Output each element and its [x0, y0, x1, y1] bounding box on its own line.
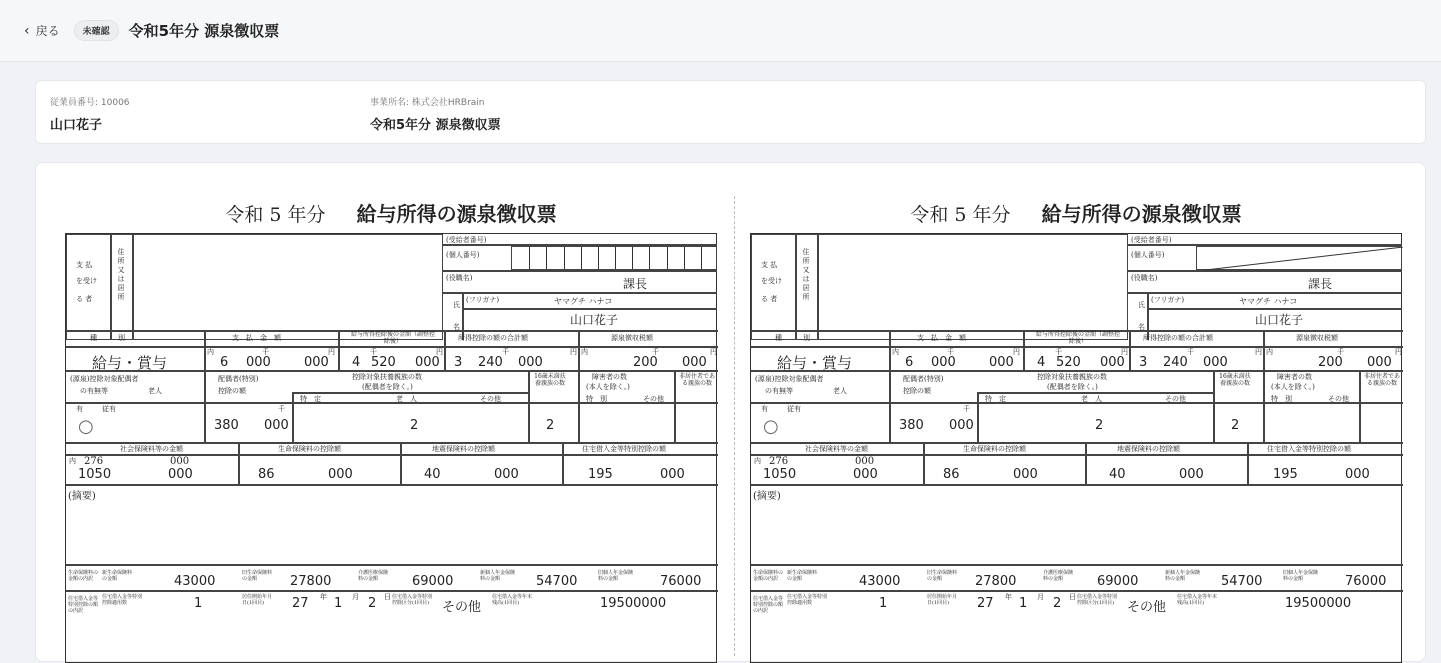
unit-yen: 円	[1121, 348, 1128, 356]
divider-line	[110, 234, 112, 340]
slip-header	[750, 198, 1402, 234]
divider-line	[1247, 442, 1249, 484]
number-box-divider	[632, 247, 633, 269]
quake-ins-label: 地震保険料の控除額	[1117, 445, 1180, 453]
unit-sen: 千	[1337, 348, 1344, 356]
after-en: 000	[1100, 355, 1125, 370]
housing-type: その他	[1127, 600, 1167, 615]
employee-name: 山口花子	[50, 118, 103, 133]
divider-line	[751, 402, 1403, 404]
dependents-label-1: 控除対象扶養親族の数	[1037, 373, 1107, 381]
slip-header	[65, 198, 717, 234]
pay-sen: 000	[931, 355, 956, 370]
exists-label: 従有	[787, 405, 801, 413]
life-breakdown-label: 生命保険料の金額の内訳	[753, 570, 784, 582]
elderly2-label: 老 人	[1081, 395, 1102, 403]
divider-line	[66, 484, 718, 486]
divider-line	[528, 370, 530, 442]
position: 課長	[1308, 277, 1333, 291]
move-day: 2	[368, 596, 377, 611]
divider-line	[562, 442, 564, 484]
divider-line	[923, 442, 925, 484]
number-box-divider	[598, 247, 599, 269]
number-box-divider	[701, 247, 702, 269]
pay-en: 000	[989, 355, 1014, 370]
position: 課長	[623, 277, 648, 291]
other-label-2: その他	[643, 395, 664, 403]
divider-line	[1263, 370, 1265, 442]
number-box-divider	[564, 247, 565, 269]
number-box-divider	[529, 247, 530, 269]
total-en: 000	[1203, 355, 1228, 370]
divider-line	[1085, 442, 1087, 484]
under16-label: 16歳未満扶養親族の数	[1219, 373, 1251, 387]
new-pension-label: 新個人年金保険料の金額	[480, 570, 516, 582]
total-en: 000	[518, 355, 543, 370]
slip-form	[750, 233, 1402, 663]
office-info	[370, 95, 501, 133]
unit-yen: 円	[1255, 348, 1262, 356]
unit-yen: 円	[570, 348, 577, 356]
unit-sen: 千	[1055, 348, 1062, 356]
divider-line	[443, 292, 717, 294]
type-value: 給与・賞与	[777, 354, 853, 372]
disabled-label-1: 障害者の数	[1277, 373, 1312, 381]
divider-line	[443, 270, 717, 272]
position-label: (役職名)	[1131, 274, 1158, 282]
col-tax: 源泉徴収税額	[611, 334, 653, 342]
nonresident-label: 非居住者である親族の数	[678, 373, 715, 387]
yes-label: 有	[761, 405, 768, 413]
housing-count-label: 住宅借入金等特別控除適用数	[102, 594, 143, 606]
personal-no-label: (個人番号)	[1131, 251, 1165, 259]
unit-year: 年	[1005, 593, 1012, 601]
divider-line	[674, 370, 676, 442]
recipient-no-label: (受給者番号)	[1131, 236, 1172, 244]
life-sen: 86	[943, 467, 960, 482]
new-life-label: 新生命保険料の金額	[787, 570, 818, 582]
col-tax: 源泉徴収税額	[1296, 334, 1338, 342]
divider-line	[751, 590, 1403, 592]
divider-line	[66, 346, 718, 348]
divider-line	[1023, 330, 1025, 370]
divider-line	[1128, 292, 1402, 294]
name-label-1: 氏	[453, 301, 460, 309]
old-pension: 76000	[660, 574, 702, 589]
spouse-ded-label-2: 控除の額	[218, 387, 246, 395]
old-pension-label: 旧個人年金保険料の金額	[1283, 570, 1319, 582]
divider-line	[751, 346, 1403, 348]
divider-line	[751, 564, 1403, 566]
copy-divider	[734, 196, 735, 656]
number-box-divider	[581, 247, 582, 269]
divider-line	[400, 442, 402, 484]
payee-label-3: る 者	[761, 295, 778, 303]
unit-yen: 円	[1013, 348, 1020, 356]
divider-line	[889, 330, 891, 370]
divider-line	[977, 392, 979, 442]
move-day: 2	[1053, 596, 1062, 611]
unit-uchi: 内	[207, 348, 214, 356]
unit-yen: 円	[436, 348, 443, 356]
spacer	[66, 327, 443, 328]
elderly-dependents: 2	[410, 418, 419, 433]
old-life: 27800	[975, 574, 1017, 589]
housing-count-label: 住宅借入金等特別控除適用数	[787, 594, 828, 606]
housing-en: 000	[1345, 467, 1370, 482]
move-month: 1	[334, 596, 343, 611]
col-pay: 支 払 金 額	[232, 334, 281, 342]
chevron-left-icon: ‹	[24, 22, 30, 39]
disabled-label-1: 障害者の数	[592, 373, 627, 381]
elderly-label: 老人	[833, 387, 847, 395]
unit-uchi: 内	[892, 348, 899, 356]
personal-number-boxes	[1196, 246, 1402, 270]
divider-line	[292, 392, 528, 394]
remarks-label: (摘要)	[753, 491, 781, 502]
divider-line	[1263, 330, 1265, 370]
unit-yen: 円	[710, 348, 717, 356]
remarks-label: (摘要)	[68, 491, 96, 502]
col-after-deduction: 給与所得控除後の金額（調整控除後）	[350, 331, 435, 345]
life-en: 000	[328, 467, 353, 482]
dependents-label-2: (配偶者を除く。)	[362, 383, 413, 391]
divider-line	[889, 370, 891, 442]
spouse-ded-en: 000	[264, 418, 289, 433]
divider-line	[292, 392, 294, 442]
unit-yen: 円	[328, 348, 335, 356]
after-en: 000	[415, 355, 440, 370]
spouse-ded-en: 000	[949, 418, 974, 433]
care-label: 介護医療保険料の金額	[1043, 570, 1074, 582]
housing-type-label: 住宅借入金等特別控除区分(1回目)	[392, 594, 433, 606]
total-man: 3	[454, 355, 463, 370]
number-box-divider	[684, 247, 685, 269]
number-box-divider	[649, 247, 650, 269]
divider-line	[977, 392, 1213, 394]
divider-line	[204, 330, 206, 370]
new-life: 43000	[174, 574, 216, 589]
furigana-label: (フリガナ)	[1151, 296, 1185, 304]
divider-line	[132, 234, 134, 340]
social-man: 1050	[78, 467, 112, 482]
slip-era: 令和 5 年分	[910, 204, 1011, 226]
tax-sen: 200	[633, 355, 658, 370]
life-ins-label: 生命保険料の控除額	[278, 445, 341, 453]
move-in-label: 居住開始年月日(1回目)	[927, 594, 958, 606]
housing-count: 1	[194, 596, 203, 611]
back-link[interactable]	[24, 22, 60, 39]
divider-line	[578, 330, 580, 370]
social-inner: 276	[769, 456, 789, 467]
recipient-name: 山口花子	[1255, 313, 1304, 327]
tax-en: 000	[1367, 355, 1392, 370]
old-life: 27800	[290, 574, 332, 589]
elderly-dependents: 2	[1095, 418, 1104, 433]
quake-ins-label: 地震保険料の控除額	[432, 445, 495, 453]
divider-line	[238, 442, 240, 484]
quake-en: 000	[494, 467, 519, 482]
new-pension-label: 新個人年金保険料の金額	[1165, 570, 1201, 582]
care: 69000	[412, 574, 454, 589]
divider-line	[204, 370, 206, 442]
housing-sen: 195	[588, 467, 613, 482]
life-sen: 86	[258, 467, 275, 482]
col-total-deduction: 所得控除の額の合計額	[458, 334, 528, 342]
furigana: ヤマグチ ハナコ	[554, 297, 613, 306]
housing-detail-label: 住宅借入金等特別控除の額の内訳	[753, 596, 784, 614]
spouse-circle: ○	[78, 416, 94, 437]
specific-label: 特 定	[985, 395, 1006, 403]
elderly2-label: 老 人	[396, 395, 417, 403]
recipient-no-label: (受給者番号)	[446, 236, 487, 244]
life-en: 000	[1013, 467, 1038, 482]
withholding-slip-right	[750, 198, 1402, 615]
spouse-ded-sen: 380	[899, 418, 924, 433]
care: 69000	[1097, 574, 1139, 589]
address-label: 住所又は居所	[802, 248, 810, 302]
col-type: 種 別	[775, 334, 810, 342]
spouse-ded-label-2: 控除の額	[903, 387, 931, 395]
divider-line	[751, 484, 1403, 486]
unit-uchi: 内	[754, 457, 761, 465]
life-breakdown-label: 生命保険料の金額の内訳	[68, 570, 99, 582]
office-label: 事業所名: 株式会社HRBrain	[370, 98, 485, 108]
unit-yen: 円	[1395, 348, 1402, 356]
divider-line	[817, 234, 819, 340]
after-man: 4	[1037, 355, 1046, 370]
under16: 2	[1231, 418, 1240, 433]
year-end: 19500000	[1285, 596, 1352, 611]
elderly-label: 老人	[148, 387, 162, 395]
divider-line	[1128, 270, 1402, 272]
move-year: 27	[292, 596, 309, 611]
quake-sen: 40	[1109, 467, 1126, 482]
move-month: 1	[1019, 596, 1028, 611]
social-en: 000	[168, 467, 193, 482]
unit-year: 年	[320, 593, 327, 601]
unit-day: 日	[384, 593, 391, 601]
payee-label-1: 支 払	[761, 261, 778, 269]
employee-info	[50, 95, 130, 133]
old-pension: 76000	[1345, 574, 1387, 589]
type-value: 給与・賞与	[92, 354, 168, 372]
divider-line	[338, 330, 340, 370]
yes-label: 有	[76, 405, 83, 413]
divider-line	[1359, 370, 1361, 442]
total-sen: 240	[1163, 355, 1188, 370]
col-type: 種 別	[90, 334, 125, 342]
spouse-label-2: の有無等	[765, 387, 793, 395]
special-label: 特 別	[1271, 395, 1292, 403]
divider-line	[66, 590, 718, 592]
tax-sen: 200	[1318, 355, 1343, 370]
divider-line	[1147, 308, 1402, 310]
under16: 2	[546, 418, 555, 433]
divider-line	[462, 308, 717, 310]
spouse-ded-label-1: 配偶者(特別)	[903, 375, 944, 383]
new-life: 43000	[859, 574, 901, 589]
divider-line	[1129, 330, 1131, 370]
other-label: その他	[480, 395, 501, 403]
number-box-divider	[667, 247, 668, 269]
move-in-label: 居住開始年月日(1回目)	[242, 594, 273, 606]
strike-lines	[1197, 247, 1403, 271]
unit-sen: 千	[370, 348, 377, 356]
recipient-name: 山口花子	[570, 313, 619, 327]
status-badge: 未確認	[74, 20, 119, 41]
special-label: 特 別	[586, 395, 607, 403]
withholding-slip-left	[65, 198, 717, 615]
social-ins-label: 社会保険料等の金額	[805, 445, 868, 453]
divider-line	[578, 370, 580, 442]
pay-en: 000	[304, 355, 329, 370]
page-title: 令和5年分 源泉徴収票	[128, 22, 280, 40]
unit-month: 月	[352, 593, 359, 601]
unit-sen: 千	[963, 405, 970, 413]
social-inner-sen: 000	[170, 456, 190, 467]
pay-man: 6	[905, 355, 914, 370]
divider-line	[751, 454, 1403, 456]
housing-sen: 195	[1273, 467, 1298, 482]
back-label: 戻る	[35, 24, 60, 38]
disabled-label-2: (本人を除く。)	[586, 383, 630, 391]
spouse-circle: ○	[763, 416, 779, 437]
address-label: 住所又は居所	[117, 248, 125, 302]
slip-form	[65, 233, 717, 663]
housing-label: 住宅借入金等特別控除の額	[582, 445, 666, 453]
personal-number-boxes	[511, 246, 717, 270]
spacer	[751, 327, 1128, 328]
top-bar	[0, 0, 1441, 62]
unit-sen: 千	[262, 348, 269, 356]
document-title: 令和5年分 源泉徴収票	[370, 118, 501, 133]
spouse-label-1: (源泉)控除対象配偶者	[70, 375, 139, 383]
after-sen: 520	[371, 355, 396, 370]
social-man: 1050	[763, 467, 797, 482]
slip-title: 給与所得の源泉徴収票	[1041, 202, 1242, 226]
life-ins-label: 生命保険料の控除額	[963, 445, 1026, 453]
housing-en: 000	[660, 467, 685, 482]
other-label-2: その他	[1328, 395, 1349, 403]
unit-sen: 千	[1187, 348, 1194, 356]
exists-label: 従有	[102, 405, 116, 413]
after-sen: 520	[1056, 355, 1081, 370]
social-inner: 276	[84, 456, 104, 467]
quake-en: 000	[1179, 467, 1204, 482]
divider-line	[66, 454, 718, 456]
divider-line	[444, 330, 446, 370]
disabled-label-2: (本人を除く。)	[1271, 383, 1315, 391]
number-box-divider	[615, 247, 616, 269]
unit-uchi: 内	[69, 457, 76, 465]
col-total-deduction: 所得控除の額の合計額	[1143, 334, 1213, 342]
unit-sen: 千	[278, 405, 285, 413]
unit-sen: 千	[502, 348, 509, 356]
spouse-label-1: (源泉)控除対象配偶者	[755, 375, 824, 383]
old-life-label: 旧生命保険料の金額	[927, 570, 958, 582]
payee-label-2: を受け	[76, 277, 97, 285]
housing-label: 住宅借入金等特別控除の額	[1267, 445, 1351, 453]
divider-line	[66, 402, 718, 404]
payee-label-2: を受け	[761, 277, 782, 285]
slip-title: 給与所得の源泉徴収票	[356, 202, 557, 226]
after-man: 4	[352, 355, 361, 370]
personal-no-label: (個人番号)	[446, 251, 480, 259]
col-after-deduction: 給与所得控除後の金額（調整控除後）	[1035, 331, 1120, 345]
tax-en: 000	[682, 355, 707, 370]
care-label: 介護医療保険料の金額	[358, 570, 389, 582]
slip-era: 令和 5 年分	[225, 204, 326, 226]
housing-type-label: 住宅借入金等特別控除区分(1回目)	[1077, 594, 1118, 606]
unit-uchi: 内	[581, 348, 588, 356]
payee-label-3: る 者	[76, 295, 93, 303]
quake-sen: 40	[424, 467, 441, 482]
nonresident-label: 非居住者である親族の数	[1363, 373, 1400, 387]
social-ins-label: 社会保険料等の金額	[120, 445, 183, 453]
new-pension: 54700	[1221, 574, 1263, 589]
furigana-label: (フリガナ)	[466, 296, 500, 304]
employee-no-label: 従業員番号: 10006	[50, 98, 130, 108]
housing-detail-label: 住宅借入金等特別控除の額の内訳	[68, 596, 99, 614]
social-inner-sen: 000	[855, 456, 875, 467]
year-end-label: 住宅借入金等年末残高(1回目)	[1177, 594, 1218, 606]
total-sen: 240	[478, 355, 503, 370]
old-pension-label: 旧個人年金保険料の金額	[598, 570, 634, 582]
dependents-label-2: (配偶者を除く。)	[1047, 383, 1098, 391]
number-box-divider	[546, 247, 547, 269]
name-label-2: 名	[1138, 323, 1145, 331]
spouse-ded-label-1: 配偶者(特別)	[218, 375, 259, 383]
year-end-label: 住宅借入金等年末残高(1回目)	[492, 594, 533, 606]
year-end: 19500000	[600, 596, 667, 611]
pay-sen: 000	[246, 355, 271, 370]
total-man: 3	[1139, 355, 1148, 370]
name-label-2: 名	[453, 323, 460, 331]
position-label: (役職名)	[446, 274, 473, 282]
old-life-label: 旧生命保険料の金額	[242, 570, 273, 582]
under16-label: 16歳未満扶養親族の数	[534, 373, 566, 387]
housing-count: 1	[879, 596, 888, 611]
name-label-1: 氏	[1138, 301, 1145, 309]
other-label: その他	[1165, 395, 1186, 403]
housing-type: その他	[442, 600, 482, 615]
pay-man: 6	[220, 355, 229, 370]
divider-line	[1213, 370, 1215, 442]
spouse-ded-sen: 380	[214, 418, 239, 433]
specific-label: 特 定	[300, 395, 321, 403]
dependents-label-1: 控除対象扶養親族の数	[352, 373, 422, 381]
unit-sen: 千	[652, 348, 659, 356]
new-pension: 54700	[536, 574, 578, 589]
new-life-label: 新生命保険料の金額	[102, 570, 133, 582]
unit-sen: 千	[947, 348, 954, 356]
divider-line	[795, 234, 797, 340]
employee-info-card	[35, 80, 1426, 144]
divider-line	[66, 564, 718, 566]
social-en: 000	[853, 467, 878, 482]
unit-uchi: 内	[1266, 348, 1273, 356]
col-pay: 支 払 金 額	[917, 334, 966, 342]
furigana: ヤマグチ ハナコ	[1239, 297, 1298, 306]
unit-day: 日	[1069, 593, 1076, 601]
unit-month: 月	[1037, 593, 1044, 601]
move-year: 27	[977, 596, 994, 611]
spouse-label-2: の有無等	[80, 387, 108, 395]
payee-label-1: 支 払	[76, 261, 93, 269]
